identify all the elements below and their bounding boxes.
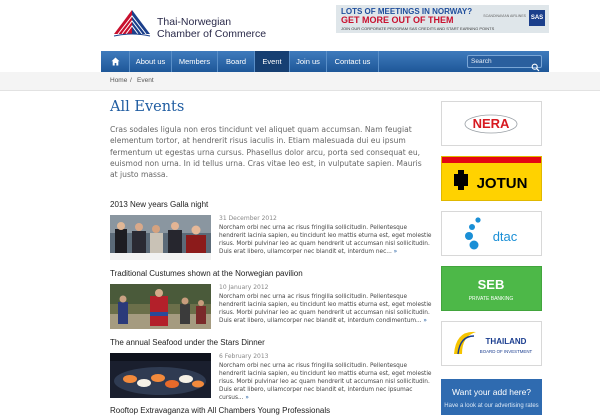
header-advertisement[interactable]	[336, 5, 549, 33]
logo-text[interactable]	[157, 16, 266, 40]
sponsor-dtac-name: dtac	[492, 229, 518, 244]
breadcrumb	[0, 72, 600, 91]
ad-subheadline: GET MORE OUT OF THEM	[341, 15, 454, 25]
sponsor-thailand-boi[interactable]	[441, 321, 542, 366]
sponsor-seb-name: SEB	[477, 277, 505, 292]
read-more-link[interactable]: »	[245, 395, 249, 402]
event-image[interactable]	[110, 353, 211, 398]
ad-fineprint: JOIN OUR CORPORATE PROGRAM SAS CREDITS AND START EARNING POINTS	[341, 26, 495, 31]
event-excerpt	[219, 362, 434, 402]
nav-item-event[interactable]: Event	[255, 51, 290, 72]
sponsor-nera-name: NERA	[472, 116, 510, 131]
sponsor-thailand-subtitle: BOARD OF INVESTMENT	[479, 349, 533, 354]
nav-item-join-us[interactable]: Join us	[290, 51, 327, 72]
advertise-subtitle[interactable]: Have a look at our advertising rates	[444, 403, 539, 409]
nav-item-about-us[interactable]: About us	[130, 51, 172, 72]
sponsor-jotun[interactable]	[441, 156, 542, 201]
nav-item-board[interactable]: Board	[218, 51, 255, 72]
breadcrumb-home[interactable]: Home	[110, 77, 128, 84]
sponsor-nera[interactable]	[441, 101, 542, 146]
breadcrumb-current: Event	[137, 77, 154, 84]
nav-item-members[interactable]: Members	[172, 51, 218, 72]
event-image[interactable]	[110, 215, 211, 260]
sponsor-seb-subtitle: PRIVATE BANKING	[468, 296, 514, 302]
event-title[interactable]: The annual Seafood under the Stars Dinner	[110, 338, 265, 347]
read-more-link[interactable]: »	[423, 318, 427, 325]
event-excerpt-text: Norcham orbi nec urna ac risus fringilla sollicitudin. Pellentesque hendrerit lacinia sapien, eu tincidunt leo mattis eturna est, eget molestie risus. Morbi pulvinar leo ac quam hendrerit ut accumsan nisl sollicitudin. Duis erat libero, ullamcorper nec blandit et, interdum nec ipsumac cursus...	[219, 363, 432, 402]
sponsor-thailand-name: THAILAND	[485, 337, 527, 346]
search-input[interactable]	[471, 56, 531, 67]
read-more-link[interactable]: »	[393, 249, 398, 256]
sponsor-jotun-name: JOTUN	[476, 175, 528, 192]
event-title[interactable]: Rooftop Extravaganza with All Chambers Young Professionals	[110, 406, 331, 415]
chamber-logo[interactable]	[112, 6, 152, 40]
event-date: 6 February 2013	[219, 353, 269, 360]
event-excerpt	[219, 293, 434, 325]
event-excerpt	[219, 224, 434, 256]
ad-airline-name: SCANDINAVIAN AIRLINES	[483, 14, 526, 18]
intro-text: Cras sodales ligula non eros tincidunt vel aliquet quam accumsan. Nam feugiat elementum tortor, at hendrerit risus iaculis in. Etiam malesuada dui eu ipsum fermentum ut egestas urna cursus. Phasellus dolor arcu, porta sed consequat eu, euismod non urna. In id tellus urna. Cras vitae leo est, in vulputate sapien. Mauris at justo massa.	[110, 125, 422, 180]
sas-logo: SAS	[529, 10, 545, 26]
site-header	[0, 0, 600, 50]
nav-item-contact-us[interactable]: Contact us	[327, 51, 379, 72]
event-date: 31 December 2012	[219, 215, 277, 222]
logo-line-2: Chamber of Commerce	[157, 28, 267, 40]
sponsor-seb[interactable]	[441, 266, 542, 311]
event-title[interactable]: Traditional Custumes shown at the Norwegian pavilion	[110, 269, 303, 278]
event-date: 10 January 2012	[219, 284, 269, 291]
event-image[interactable]	[110, 284, 211, 329]
event-excerpt-text: Norcham orbi nec urna ac risus fringilla sollicitudin. Pellentesque hendrerit lacinia sapien, eu tincidunt leo mattis eturna est, eget molestie risus. Morbi pulvinar leo ac quam hendrerit ut accumsan nisl sollicitudin. Duis erat libero, ullamcorper nec blandit et, interdum condimentum...	[219, 294, 432, 325]
ad-headline: LOTS OF MEETINGS IN NORWAY?	[341, 7, 473, 16]
logo-line-1: Thai-Norwegian	[157, 16, 232, 28]
home-icon[interactable]	[101, 51, 130, 72]
breadcrumb-separator: /	[130, 77, 132, 84]
advertise-title: Want your add here?	[451, 387, 532, 397]
event-excerpt-text: Norcham orbi nec urna ac risus fringilla sollicitudin. Pellentesque hendrerit lacinia sapien, eu tincidunt leo mattis eturna est, eget molestie risus. Morbi pulvinar leo ac quam hendrerit ut accumsan nisl sollicitudin. Duis erat libero, ullamcorper nec blandit et, interdum nec...	[219, 225, 432, 256]
advertise-here-box[interactable]	[441, 379, 542, 415]
search-box	[467, 55, 542, 68]
page-title: All Events	[110, 99, 185, 115]
event-title[interactable]: 2013 New years Galla night	[110, 200, 209, 209]
sponsor-dtac[interactable]	[441, 211, 542, 256]
